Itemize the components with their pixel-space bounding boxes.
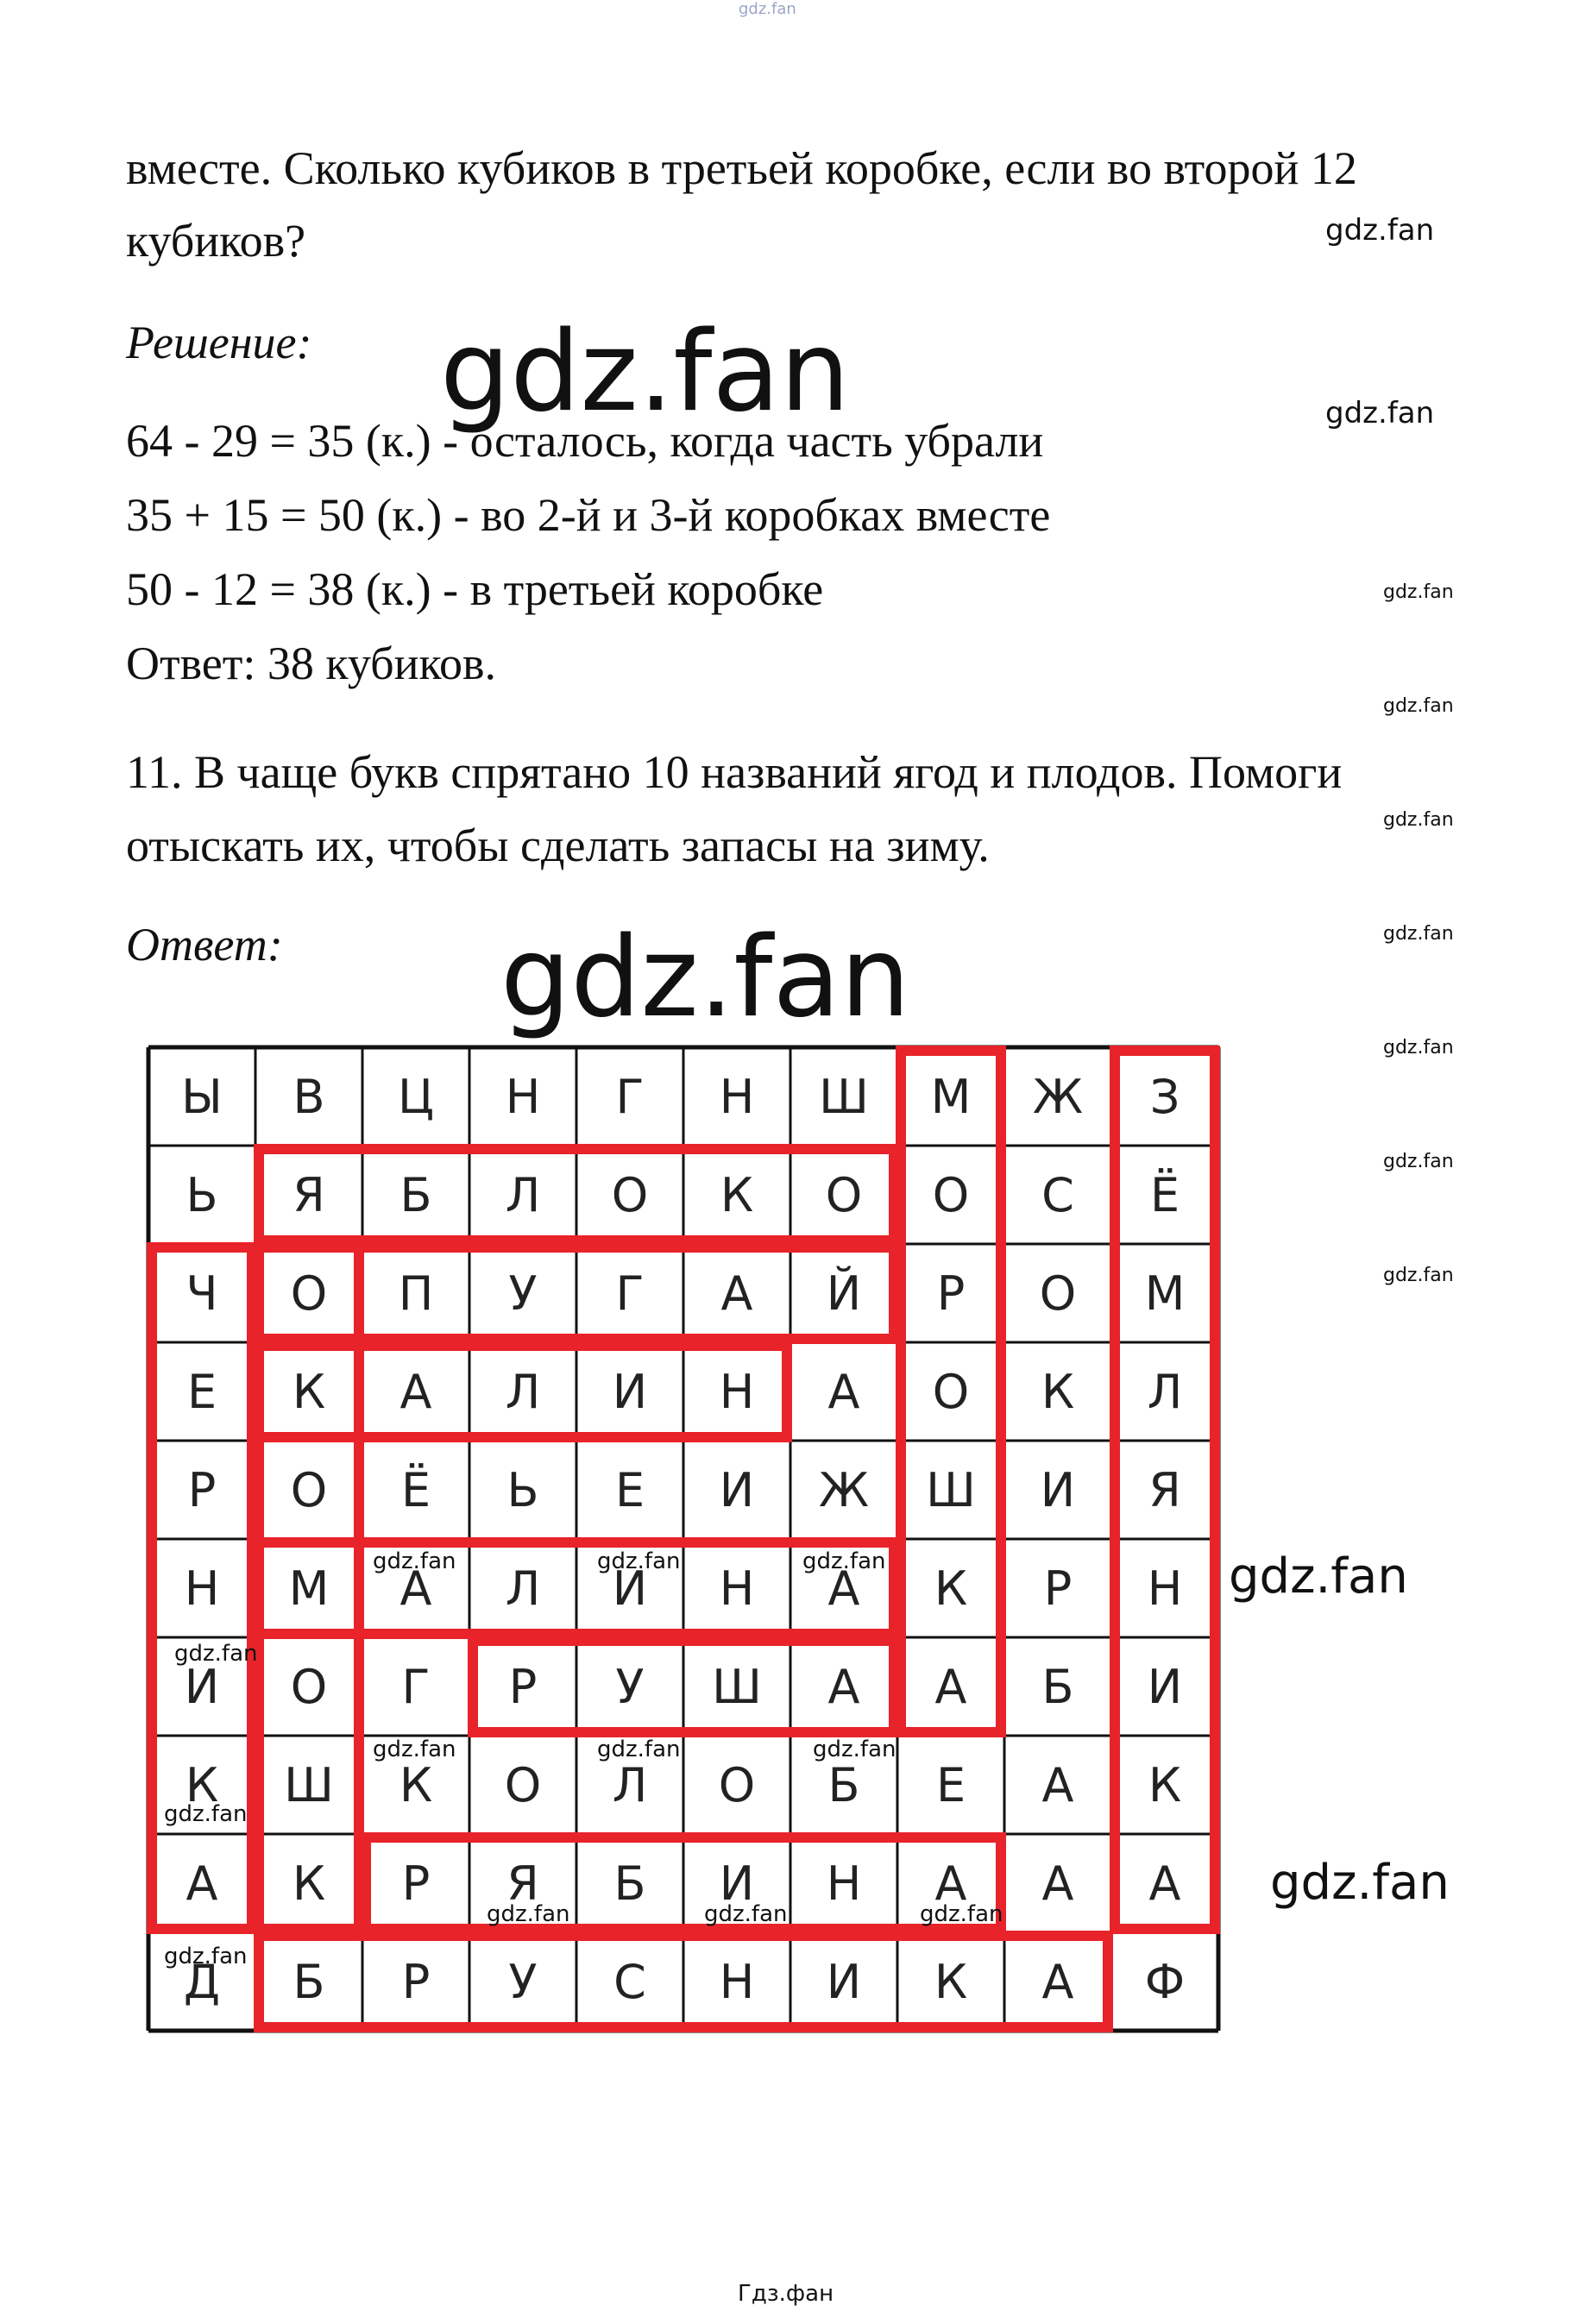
grid-letter: Л bbox=[505, 1168, 541, 1222]
grid-letter: И bbox=[612, 1561, 648, 1616]
grid-letter: Ж bbox=[818, 1463, 870, 1517]
grid-letter: А bbox=[720, 1266, 753, 1321]
answer-label: Ответ: bbox=[126, 919, 283, 970]
solution-label: Решение: bbox=[126, 317, 312, 368]
grid-letter: У bbox=[615, 1660, 645, 1714]
task-11-line-1: 11. В чаще букв спрятано 10 названий ягод и плодов. Помоги bbox=[126, 746, 1343, 798]
grid-letter: Г bbox=[401, 1660, 431, 1714]
grid-letter: О bbox=[290, 1266, 328, 1321]
watermark-medium-1: gdz.fan bbox=[1229, 1548, 1408, 1605]
grid-letter: С bbox=[613, 1955, 646, 2009]
grid-letter: Г bbox=[615, 1070, 645, 1124]
answer-1: Ответ: 38 кубиков. bbox=[126, 638, 496, 689]
grid-letter: К bbox=[292, 1856, 326, 1911]
grid-letter: О bbox=[932, 1168, 970, 1222]
watermark-cell-12: gdz.fan bbox=[164, 1944, 248, 1969]
grid-letter: А bbox=[1148, 1856, 1181, 1911]
grid-letter: Н bbox=[505, 1070, 541, 1124]
grid-letter: Р bbox=[187, 1463, 217, 1517]
grid-letter: А bbox=[827, 1660, 860, 1714]
grid-letter: Ш bbox=[284, 1758, 334, 1812]
watermark-tiny-1: gdz.fan bbox=[1383, 581, 1454, 603]
grid-letter: Ё bbox=[1149, 1168, 1180, 1222]
grid-letter: З bbox=[1149, 1070, 1180, 1124]
grid-letter: Ф bbox=[1144, 1955, 1186, 2009]
grid-letter: Н bbox=[826, 1856, 862, 1911]
watermark-cell-3: gdz.fan bbox=[802, 1548, 886, 1574]
grid-letter: Н bbox=[719, 1070, 755, 1124]
grid-letter: Н bbox=[719, 1365, 755, 1419]
grid-letter: О bbox=[290, 1660, 328, 1714]
grid-letter: О bbox=[718, 1758, 756, 1812]
grid-letter: Л bbox=[1147, 1365, 1183, 1419]
grid-letter: А bbox=[934, 1856, 967, 1911]
grid-letter: Ы bbox=[181, 1070, 223, 1124]
grid-letter: Г bbox=[615, 1266, 645, 1321]
grid-letter: К bbox=[1041, 1365, 1075, 1419]
grid-letter: Н bbox=[719, 1955, 755, 2009]
watermark-cell-11: gdz.fan bbox=[920, 1901, 1003, 1927]
grid-letter: А bbox=[1041, 1758, 1074, 1812]
grid-letter: Е bbox=[614, 1463, 645, 1517]
problem-text-line-1: вместе. Сколько кубиков в третьей коробке, если во второй 12 bbox=[126, 142, 1357, 194]
grid-letter: Р bbox=[1043, 1561, 1073, 1616]
grid-letter: Я bbox=[1148, 1463, 1181, 1517]
watermark-small-1: gdz.fan bbox=[1325, 213, 1435, 248]
grid-letter: Ш bbox=[819, 1070, 869, 1124]
grid-letter: Ш bbox=[712, 1660, 762, 1714]
grid-letter: Л bbox=[612, 1758, 648, 1812]
grid-letter: О bbox=[825, 1168, 863, 1222]
problem-text-line-2: кубиков? bbox=[126, 215, 306, 267]
grid-letter: Ч bbox=[186, 1266, 218, 1321]
grid-letter: В bbox=[293, 1070, 325, 1124]
watermark-cell-5: gdz.fan bbox=[373, 1737, 456, 1762]
grid-letter: Л bbox=[505, 1561, 541, 1616]
grid-letter: Д bbox=[183, 1955, 221, 2009]
grid-letter: О bbox=[611, 1168, 649, 1222]
grid-letter: А bbox=[186, 1856, 218, 1911]
task-11-line-2: отыскать их, чтобы сделать запасы на зиму. bbox=[126, 820, 990, 871]
watermark-cell-2: gdz.fan bbox=[597, 1548, 681, 1574]
grid-letter: Ё bbox=[400, 1463, 431, 1517]
grid-letter: А bbox=[1041, 1856, 1074, 1911]
grid-letter: С bbox=[1041, 1168, 1074, 1222]
grid-letter: А bbox=[399, 1561, 432, 1616]
grid-letter: И bbox=[612, 1365, 648, 1419]
watermark-tiny-4: gdz.fan bbox=[1383, 923, 1454, 945]
grid-letter: Р bbox=[401, 1856, 431, 1911]
watermark-cell-9: gdz.fan bbox=[487, 1901, 570, 1927]
grid-letter: И bbox=[719, 1856, 755, 1911]
solution-step-3: 50 - 12 = 38 (к.) - в третьей коробке bbox=[126, 563, 824, 615]
grid-letter: Б bbox=[827, 1758, 860, 1812]
grid-letter: О bbox=[932, 1365, 970, 1419]
grid-letter: Б bbox=[1041, 1660, 1074, 1714]
watermark-medium-2: gdz.fan bbox=[1270, 1855, 1450, 1911]
grid-letter: Ж bbox=[1032, 1070, 1084, 1124]
grid-letter: И bbox=[1147, 1660, 1183, 1714]
grid-letter: А bbox=[399, 1365, 432, 1419]
grid-letter: Р bbox=[508, 1660, 538, 1714]
grid-letter: О bbox=[290, 1463, 328, 1517]
grid-letter: П bbox=[398, 1266, 434, 1321]
grid-letter: Ш bbox=[926, 1463, 976, 1517]
grid-letter: Я bbox=[506, 1856, 539, 1911]
watermark-top: gdz.fan bbox=[739, 0, 796, 18]
watermark-cell-8: gdz.fan bbox=[164, 1801, 248, 1827]
grid-letter: А bbox=[934, 1660, 967, 1714]
watermark-cell-10: gdz.fan bbox=[704, 1901, 788, 1927]
grid-letter: Б bbox=[293, 1955, 325, 2009]
grid-letter: Я bbox=[293, 1168, 325, 1222]
watermark-small-2: gdz.fan bbox=[1325, 396, 1435, 430]
grid-letter: У bbox=[508, 1266, 538, 1321]
watermark-cell-1: gdz.fan bbox=[373, 1548, 456, 1574]
watermark-tiny-6: gdz.fan bbox=[1383, 1151, 1454, 1172]
watermark-tiny-7: gdz.fan bbox=[1383, 1265, 1454, 1286]
grid-letter: Ь bbox=[506, 1463, 539, 1517]
watermark-cell-7: gdz.fan bbox=[813, 1737, 896, 1762]
grid-letter: Ь bbox=[186, 1168, 218, 1222]
grid-letter: Е bbox=[186, 1365, 217, 1419]
grid-letter: Е bbox=[935, 1758, 966, 1812]
solution-step-2: 35 + 15 = 50 (к.) - во 2-й и 3-й коробках вместе bbox=[126, 489, 1051, 541]
grid-letter: Р bbox=[936, 1266, 966, 1321]
grid-letter: У bbox=[508, 1955, 538, 2009]
grid-letter: Ц bbox=[398, 1070, 434, 1124]
grid-letter: О bbox=[504, 1758, 542, 1812]
solution-step-1: 64 - 29 = 35 (к.) - осталось, когда часть убрали bbox=[126, 415, 1044, 467]
grid-letter: А bbox=[827, 1365, 860, 1419]
grid-letter: И bbox=[1040, 1463, 1076, 1517]
watermark-cell-4: gdz.fan bbox=[174, 1641, 258, 1667]
grid-letter: К bbox=[399, 1758, 433, 1812]
grid-letter: И bbox=[719, 1463, 755, 1517]
grid-letter: А bbox=[1041, 1955, 1074, 2009]
grid-letter: К bbox=[720, 1168, 754, 1222]
grid-letter: К bbox=[1148, 1758, 1182, 1812]
grid-letter: К bbox=[292, 1365, 326, 1419]
grid-letter: О bbox=[1039, 1266, 1077, 1321]
grid-letter: Б bbox=[613, 1856, 646, 1911]
grid-letter: Б bbox=[399, 1168, 432, 1222]
grid-letter: Н bbox=[184, 1561, 220, 1616]
grid-letter: М bbox=[930, 1070, 972, 1124]
grid-letter: М bbox=[1144, 1266, 1186, 1321]
grid-letter: Н bbox=[719, 1561, 755, 1616]
grid-letter: И bbox=[826, 1955, 862, 2009]
grid-letter: Р bbox=[401, 1955, 431, 2009]
watermark-tiny-2: gdz.fan bbox=[1383, 695, 1454, 717]
grid-letter: М bbox=[288, 1561, 330, 1616]
watermark-tiny-3: gdz.fan bbox=[1383, 809, 1454, 831]
watermark-large-1: gdz.fan bbox=[440, 308, 850, 437]
watermark-large-2: gdz.fan bbox=[500, 914, 910, 1042]
grid-letter: К bbox=[934, 1955, 968, 2009]
watermark-cell-6: gdz.fan bbox=[597, 1737, 681, 1762]
grid-letter: К bbox=[934, 1561, 968, 1616]
watermark-tiny-5: gdz.fan bbox=[1383, 1037, 1454, 1058]
grid-letter: Н bbox=[1147, 1561, 1183, 1616]
grid-letter: А bbox=[827, 1561, 860, 1616]
grid-letter: Й bbox=[826, 1266, 862, 1321]
grid-letter: Л bbox=[505, 1365, 541, 1419]
grid-letter: И bbox=[184, 1660, 220, 1714]
grid-letter: К bbox=[185, 1758, 219, 1812]
footer-text: Гдз.фан bbox=[738, 2281, 834, 2307]
